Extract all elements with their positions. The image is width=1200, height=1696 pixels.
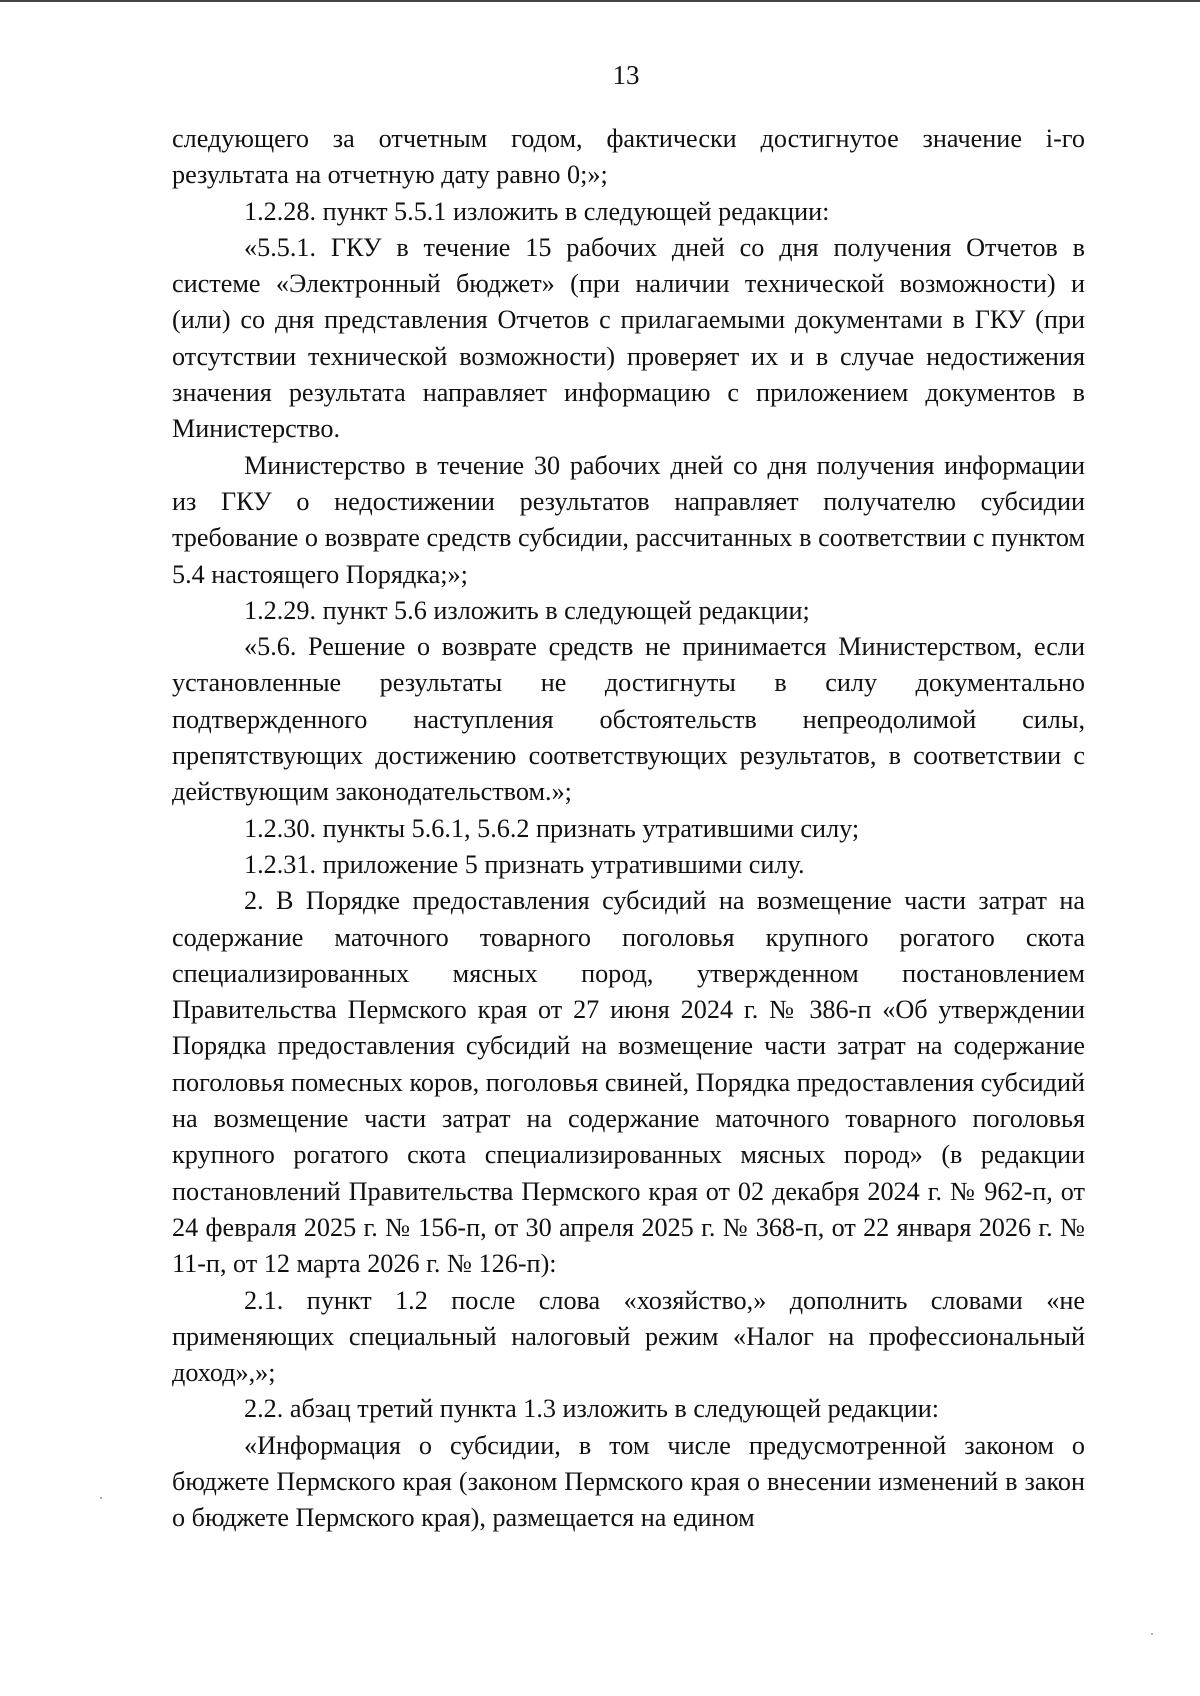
paragraph-5-6: «5.6. Решение о возврате средств не принимается Министерством, если установленные результаты не достигнуты в силу документально подтвержденного наступления обстоятельств непреодолимой силы, препятствующих достижению соответствующих результатов, в соответствии с действующим законодательством.»;: [172, 632, 1085, 807]
document-body: [172, 121, 1085, 1537]
paragraph-2-2: 2.2. абзац третий пункта 1.3 изложить в следующей редакции:: [244, 1394, 940, 1424]
paragraph-2: 2. В Порядке предоставления субсидий на возмещение части затрат на содержание маточного товарного поголовья крупного рогатого скота специализированных мясных пород, утвержденном постановлением Правительства Пермского края от 27 июня 2024 г. № 386-п «Об утверждении Порядка предоставления субсидий на возмещение части затрат на содержание поголовья помесных коров, поголовья свиней, Порядка предоставления субсидий на возмещение части затрат на содержание маточного товарного поголовья крупного рогатого скота специализированных мясных пород» (в редакции постановлений Правительства Пермского края от 02 декабря 2024 г. № 962-п, от 24 февраля 2025 г. № 156-п, от 30 апреля 2025 г. № 368-п, от 22 января 2026 г. № 11-п, от 12 марта 2026 г. № 126-п):: [172, 886, 1085, 1279]
paragraph-1-2-28: 1.2.28. пункт 5.5.1 изложить в следующей редакции:: [244, 196, 830, 226]
scan-speck: [1151, 1633, 1153, 1635]
paragraph-5-5-1: «5.5.1. ГКУ в течение 15 рабочих дней со дня получения Отчетов в системе «Электронный бюджет» (при наличии технической возможности) и (или) со дня представления Отчетов с прилагаемыми документами в ГКУ (при отсутствии технической возможности) проверяет их и в случае недостижения значения результата направляет информацию с приложением документов в Министерство.: [172, 232, 1085, 444]
paragraph-1-2-29: 1.2.29. пункт 5.6 изложить в следующей редакции;: [244, 595, 810, 625]
paragraph-ministry-30-days: Министерство в течение 30 рабочих дней со дня получения информации из ГКУ о недостижении результатов направляет получателю субсидии требование о возврате средств субсидии, рассчитанных в соответствии с пунктом 5.4 настоящего Порядка;»;: [172, 450, 1085, 589]
scan-speck: [100, 1497, 102, 1499]
scan-top-edge: [0, 0, 1200, 2]
paragraph-1-2-31: 1.2.31. приложение 5 признать утратившими силу.: [244, 849, 805, 879]
paragraph-1-2-30: 1.2.30. пункты 5.6.1, 5.6.2 признать утратившими силу;: [244, 813, 860, 843]
paragraph-continuation: следующего за отчетным годом, фактически достигнутое значение i-го результата на отчетную дату равно 0;»;: [172, 124, 1085, 190]
page-number: 13: [612, 60, 640, 90]
paragraph-quote-subsidy-info: «Информация о субсидии, в том числе предусмотренной законом о бюджете Пермского края (законом Пермского края о внесении изменений в закон о бюджете Пермского края), размещается на едином: [172, 1430, 1085, 1533]
paragraph-2-1: 2.1. пункт 1.2 после слова «хозяйство,» дополнить словами «не применяющих специальный налоговый режим «Налог на профессиональный доход»,»;: [172, 1285, 1085, 1388]
